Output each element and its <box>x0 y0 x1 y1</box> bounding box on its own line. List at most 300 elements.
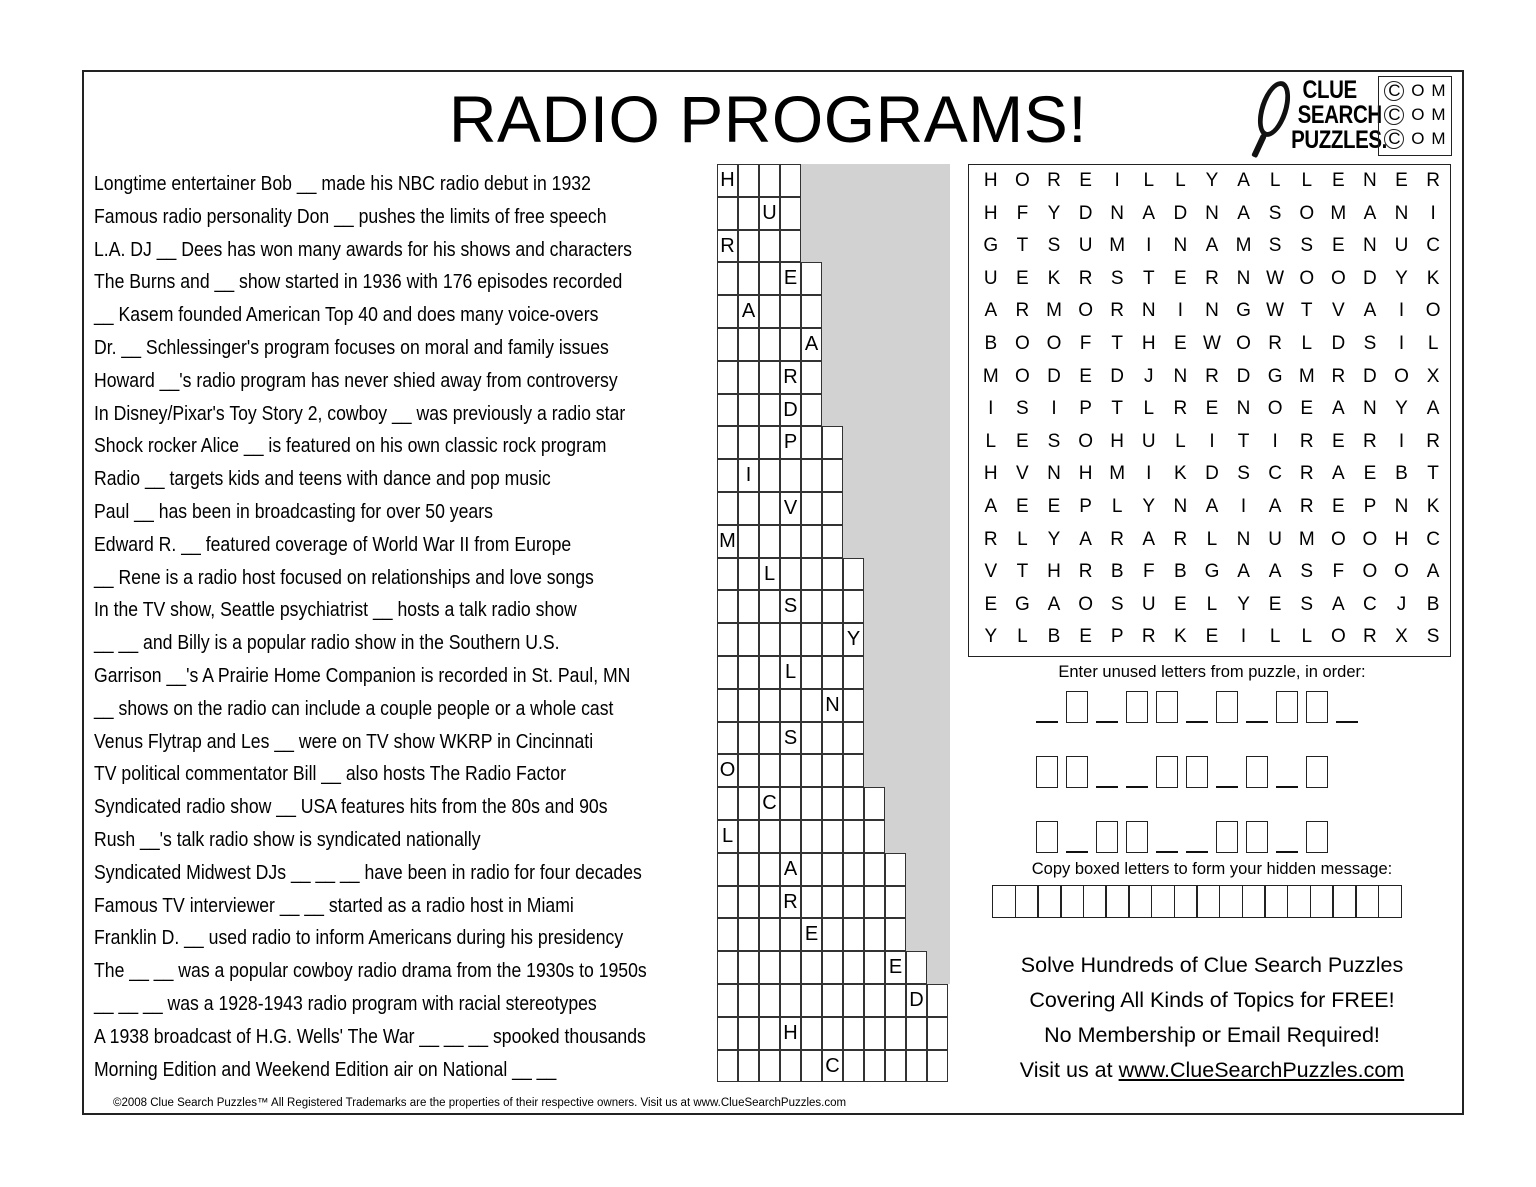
boxed-letter-slot[interactable] <box>1096 821 1118 853</box>
wordsearch-letter[interactable]: S <box>1047 430 1061 452</box>
wordsearch-letter[interactable]: C <box>1426 235 1440 257</box>
message-letter-box[interactable] <box>1219 885 1243 918</box>
grid-cell[interactable]: E <box>780 262 801 295</box>
wordsearch-letter[interactable]: N <box>1394 495 1409 517</box>
grid-cell[interactable] <box>822 623 843 656</box>
wordsearch-letter[interactable]: L <box>1143 398 1155 420</box>
grid-cell[interactable] <box>843 590 864 623</box>
wordsearch-letter[interactable]: E <box>1174 267 1187 289</box>
message-letter-box[interactable] <box>1083 885 1107 918</box>
grid-cell[interactable] <box>717 361 738 394</box>
letter-slot[interactable] <box>1276 786 1298 788</box>
wordsearch-letter[interactable]: R <box>1078 267 1093 289</box>
grid-cell[interactable] <box>738 1017 759 1050</box>
wordsearch-letter[interactable]: E <box>1205 398 1219 420</box>
wordsearch-letter[interactable]: F <box>1079 332 1092 354</box>
grid-cell[interactable] <box>759 328 780 361</box>
wordsearch-letter[interactable]: M <box>1109 463 1126 485</box>
grid-cell[interactable] <box>822 525 843 558</box>
wordsearch-letter[interactable]: A <box>1205 235 1219 257</box>
grid-cell[interactable] <box>906 951 927 984</box>
wordsearch-letter[interactable]: N <box>1173 495 1188 517</box>
message-letter-box[interactable] <box>1105 885 1129 918</box>
wordsearch-letter[interactable]: E <box>1016 267 1029 289</box>
wordsearch-letter[interactable]: D <box>1078 202 1093 224</box>
wordsearch-letter[interactable]: E <box>1331 170 1345 191</box>
wordsearch-letter[interactable]: S <box>1268 235 1282 257</box>
wordsearch-letter[interactable]: U <box>1394 235 1409 257</box>
wordsearch-letter[interactable]: T <box>1016 561 1029 583</box>
grid-cell[interactable] <box>717 426 738 459</box>
message-letter-box[interactable] <box>1332 885 1356 918</box>
wordsearch-letter[interactable]: O <box>1078 593 1093 615</box>
grid-cell[interactable] <box>738 164 759 197</box>
wordsearch-letter[interactable]: L <box>1269 170 1281 191</box>
wordsearch-letter[interactable]: B <box>1174 561 1187 583</box>
wordsearch-letter[interactable]: V <box>984 561 998 583</box>
wordsearch-letter[interactable]: U <box>1078 235 1093 257</box>
grid-cell[interactable] <box>801 262 822 295</box>
grid-cell[interactable] <box>822 558 843 591</box>
wordsearch-letter[interactable]: L <box>1301 170 1313 191</box>
grid-cell[interactable]: L <box>780 656 801 689</box>
wordsearch-letter[interactable]: G <box>1204 561 1220 583</box>
wordsearch-letter[interactable]: L <box>1427 332 1439 354</box>
boxed-letter-slot[interactable] <box>1036 756 1058 788</box>
wordsearch-letter[interactable]: R <box>1015 300 1030 322</box>
grid-cell[interactable] <box>780 295 801 328</box>
wordsearch-letter[interactable]: L <box>985 430 997 452</box>
grid-cell[interactable] <box>780 525 801 558</box>
wordsearch-letter[interactable]: N <box>1047 463 1061 485</box>
wordsearch-letter[interactable]: O <box>1362 528 1378 550</box>
grid-cell[interactable] <box>864 853 885 886</box>
wordsearch-letter[interactable]: P <box>1079 398 1092 420</box>
grid-cell[interactable] <box>843 722 864 755</box>
wordsearch-letter[interactable]: A <box>1363 202 1377 224</box>
grid-cell[interactable] <box>801 459 822 492</box>
grid-cell[interactable]: L <box>759 558 780 591</box>
wordsearch-letter[interactable]: R <box>1078 561 1093 583</box>
wordsearch-letter[interactable]: I <box>988 398 994 420</box>
grid-cell[interactable] <box>885 918 906 951</box>
wordsearch-letter[interactable]: D <box>1047 365 1061 387</box>
wordsearch-letter[interactable]: O <box>1299 267 1315 289</box>
grid-cell[interactable]: C <box>759 787 780 820</box>
grid-cell[interactable]: O <box>717 754 738 787</box>
grid-cell[interactable]: S <box>780 722 801 755</box>
boxed-letter-slot[interactable] <box>1156 756 1178 788</box>
wordsearch-letter[interactable]: R <box>1299 430 1314 452</box>
wordsearch-letter[interactable]: I <box>1209 430 1215 452</box>
grid-cell[interactable] <box>801 525 822 558</box>
wordsearch-letter[interactable]: O <box>1046 332 1062 354</box>
wordsearch-letter[interactable]: K <box>1426 495 1440 517</box>
wordsearch-letter[interactable]: H <box>1394 528 1409 550</box>
grid-cell[interactable] <box>738 951 759 984</box>
grid-cell[interactable]: A <box>738 295 759 328</box>
wordsearch-letter[interactable]: N <box>1394 202 1409 224</box>
wordsearch-letter[interactable]: A <box>1205 495 1219 517</box>
wordsearch-letter[interactable]: L <box>1175 170 1186 191</box>
grid-cell[interactable] <box>822 492 843 525</box>
wordsearch-letter[interactable]: S <box>1110 593 1124 615</box>
wordsearch-letter[interactable]: Y <box>1205 170 1219 191</box>
grid-cell[interactable] <box>759 230 780 263</box>
wordsearch-letter[interactable]: P <box>1079 495 1092 517</box>
wordsearch-letter[interactable]: A <box>1426 398 1440 420</box>
grid-cell[interactable] <box>759 853 780 886</box>
grid-cell[interactable] <box>759 295 780 328</box>
wordsearch-letter[interactable]: M <box>982 365 999 387</box>
grid-cell[interactable]: Y <box>843 623 864 656</box>
grid-cell[interactable] <box>864 951 885 984</box>
wordsearch-letter[interactable]: R <box>1299 463 1314 485</box>
boxed-letter-slot[interactable] <box>1216 821 1238 853</box>
wordsearch-letter[interactable]: V <box>1331 300 1345 322</box>
wordsearch-letter[interactable]: H <box>983 202 998 224</box>
wordsearch-letter[interactable]: M <box>1298 528 1315 550</box>
wordsearch-letter[interactable]: R <box>1173 398 1188 420</box>
grid-cell[interactable] <box>864 787 885 820</box>
wordsearch-letter[interactable]: M <box>1046 300 1062 322</box>
grid-cell[interactable] <box>801 984 822 1017</box>
grid-cell[interactable] <box>801 951 822 984</box>
wordsearch-letter[interactable]: O <box>1015 170 1030 191</box>
wordsearch-letter[interactable]: B <box>1426 593 1440 615</box>
wordsearch-letter[interactable]: K <box>1174 626 1187 648</box>
grid-cell[interactable] <box>801 886 822 919</box>
message-letter-box[interactable] <box>1264 885 1288 918</box>
wordsearch-letter[interactable]: K <box>1426 267 1440 289</box>
wordsearch-letter[interactable]: A <box>1047 593 1061 615</box>
wordsearch-letter[interactable]: E <box>1363 463 1377 485</box>
grid-cell[interactable] <box>738 623 759 656</box>
grid-cell[interactable] <box>738 230 759 263</box>
wordsearch-letter[interactable]: T <box>1237 430 1250 452</box>
grid-cell[interactable] <box>717 328 738 361</box>
wordsearch-letter[interactable]: Y <box>1395 398 1408 420</box>
wordsearch-letter[interactable]: I <box>1146 463 1152 485</box>
wordsearch-letter[interactable]: E <box>1395 170 1408 191</box>
grid-cell[interactable] <box>759 918 780 951</box>
grid-cell[interactable] <box>843 1017 864 1050</box>
grid-cell[interactable] <box>759 886 780 919</box>
wordsearch-letter[interactable]: L <box>1175 430 1186 452</box>
wordsearch-letter[interactable]: A <box>1079 528 1092 550</box>
wordsearch-letter[interactable]: R <box>983 528 998 550</box>
wordsearch-letter[interactable]: U <box>1141 593 1156 615</box>
wordsearch-letter[interactable]: R <box>1205 267 1219 289</box>
grid-cell[interactable] <box>801 394 822 427</box>
wordsearch-letter[interactable]: E <box>1331 235 1345 257</box>
wordsearch-letter[interactable]: X <box>1426 365 1440 387</box>
grid-cell[interactable] <box>801 426 822 459</box>
letter-slot[interactable] <box>1156 851 1178 853</box>
grid-cell[interactable] <box>822 853 843 886</box>
boxed-letter-slot[interactable] <box>1126 821 1148 853</box>
grid-cell[interactable] <box>717 1050 738 1083</box>
wordsearch-letter[interactable]: E <box>1331 495 1345 517</box>
wordsearch-letter[interactable]: X <box>1395 626 1408 648</box>
wordsearch-letter[interactable]: I <box>1398 300 1405 322</box>
grid-cell[interactable] <box>927 984 948 1017</box>
grid-cell[interactable] <box>759 951 780 984</box>
wordsearch-letter[interactable]: L <box>1301 626 1313 648</box>
wordsearch-letter[interactable]: Y <box>1237 593 1250 615</box>
grid-cell[interactable] <box>717 623 738 656</box>
grid-cell[interactable]: R <box>780 886 801 919</box>
wordsearch-letter[interactable]: I <box>1430 202 1436 224</box>
grid-cell[interactable] <box>738 492 759 525</box>
wordsearch-letter[interactable]: D <box>1363 365 1377 387</box>
grid-cell[interactable] <box>780 164 801 197</box>
grid-cell[interactable] <box>717 197 738 230</box>
wordsearch-letter[interactable]: M <box>1330 202 1347 224</box>
wordsearch-letter[interactable]: E <box>1079 626 1092 648</box>
boxed-letter-slot[interactable] <box>1246 756 1268 788</box>
grid-cell[interactable]: P <box>780 426 801 459</box>
grid-cell[interactable] <box>738 984 759 1017</box>
grid-cell[interactable] <box>780 951 801 984</box>
grid-cell[interactable]: S <box>780 590 801 623</box>
grid-cell[interactable] <box>738 1050 759 1083</box>
wordsearch-letter[interactable]: G <box>1267 365 1283 387</box>
grid-cell[interactable] <box>759 361 780 394</box>
promo-website-link[interactable]: www.ClueSearchPuzzles.com <box>1118 1058 1405 1082</box>
wordsearch-letter[interactable]: M <box>1109 235 1126 257</box>
grid-cell[interactable] <box>759 492 780 525</box>
grid-cell[interactable]: U <box>759 197 780 230</box>
wordsearch-letter[interactable]: S <box>1300 235 1314 257</box>
grid-cell[interactable]: A <box>780 853 801 886</box>
grid-cell[interactable] <box>738 558 759 591</box>
wordsearch-letter[interactable]: A <box>1142 202 1156 224</box>
wordsearch-letter[interactable]: U <box>1268 528 1282 550</box>
grid-cell[interactable]: E <box>801 918 822 951</box>
grid-cell[interactable] <box>759 164 780 197</box>
grid-cell[interactable] <box>738 361 759 394</box>
wordsearch-letter[interactable]: Y <box>984 626 998 648</box>
grid-cell[interactable] <box>843 853 864 886</box>
grid-cell[interactable] <box>822 426 843 459</box>
grid-cell[interactable] <box>801 787 822 820</box>
grid-cell[interactable] <box>822 820 843 853</box>
wordsearch-letter[interactable]: E <box>1079 365 1092 387</box>
grid-cell[interactable] <box>843 1050 864 1083</box>
grid-cell[interactable] <box>801 361 822 394</box>
wordsearch-letter[interactable]: B <box>984 332 998 354</box>
grid-cell[interactable] <box>780 558 801 591</box>
wordsearch-letter[interactable]: H <box>1078 463 1093 485</box>
wordsearch-letter[interactable]: E <box>1331 430 1345 452</box>
grid-cell[interactable] <box>822 656 843 689</box>
grid-cell[interactable] <box>822 754 843 787</box>
grid-cell[interactable] <box>738 426 759 459</box>
wordsearch-letter[interactable]: W <box>1202 332 1221 354</box>
letter-slot[interactable] <box>1186 851 1208 853</box>
grid-cell[interactable] <box>780 623 801 656</box>
grid-cell[interactable] <box>780 689 801 722</box>
wordsearch-letter[interactable]: O <box>1015 365 1030 387</box>
grid-cell[interactable] <box>801 590 822 623</box>
wordsearch-letter[interactable]: G <box>1236 300 1251 322</box>
grid-cell[interactable] <box>822 886 843 919</box>
letter-slot[interactable] <box>1336 721 1358 723</box>
grid-cell[interactable] <box>822 1017 843 1050</box>
grid-cell[interactable] <box>801 1050 822 1083</box>
grid-cell[interactable] <box>717 886 738 919</box>
grid-cell[interactable] <box>801 689 822 722</box>
grid-cell[interactable] <box>801 295 822 328</box>
grid-cell[interactable] <box>759 623 780 656</box>
wordsearch-letter[interactable]: R <box>1363 430 1377 452</box>
wordsearch-letter[interactable]: A <box>1237 202 1250 224</box>
grid-cell[interactable] <box>759 984 780 1017</box>
grid-cell[interactable] <box>780 754 801 787</box>
wordsearch-letter[interactable]: E <box>1016 430 1029 452</box>
wordsearch-letter[interactable]: B <box>1110 561 1124 583</box>
wordsearch-letter[interactable]: I <box>1240 626 1247 648</box>
wordsearch-letter[interactable]: S <box>1300 593 1314 615</box>
wordsearch-letter[interactable]: I <box>1114 170 1120 191</box>
wordsearch-letter[interactable]: A <box>1331 463 1345 485</box>
grid-cell[interactable] <box>843 689 864 722</box>
grid-cell[interactable] <box>801 1017 822 1050</box>
wordsearch-letter[interactable]: D <box>1331 332 1346 354</box>
wordsearch-letter[interactable]: H <box>1110 430 1125 452</box>
grid-cell[interactable]: H <box>717 164 738 197</box>
grid-cell[interactable] <box>759 525 780 558</box>
boxed-letter-slot[interactable] <box>1276 691 1298 723</box>
grid-cell[interactable] <box>822 590 843 623</box>
grid-cell[interactable] <box>906 1017 927 1050</box>
wordsearch-letter[interactable]: D <box>1363 267 1377 289</box>
wordsearch-letter[interactable]: S <box>1426 626 1440 648</box>
boxed-letter-slot[interactable] <box>1306 691 1328 723</box>
wordsearch-letter[interactable]: L <box>1206 593 1218 615</box>
grid-cell[interactable] <box>738 722 759 755</box>
grid-cell[interactable] <box>801 820 822 853</box>
wordsearch-letter[interactable]: N <box>1236 528 1251 550</box>
message-letter-box[interactable] <box>1287 885 1311 918</box>
grid-cell[interactable] <box>738 754 759 787</box>
wordsearch-letter[interactable]: C <box>1426 528 1440 550</box>
wordsearch-letter[interactable]: O <box>1330 528 1346 550</box>
wordsearch-letter[interactable]: A <box>1237 170 1250 191</box>
wordsearch-letter[interactable]: S <box>1110 267 1124 289</box>
grid-cell[interactable] <box>759 590 780 623</box>
wordsearch-letter[interactable]: L <box>1269 626 1281 648</box>
grid-cell[interactable] <box>738 197 759 230</box>
grid-cell[interactable]: H <box>780 1017 801 1050</box>
wordsearch-letter[interactable]: D <box>1205 463 1219 485</box>
message-letter-box[interactable] <box>1378 885 1402 918</box>
wordsearch-letter[interactable]: Y <box>1142 495 1156 517</box>
wordsearch-letter[interactable]: U <box>1141 430 1156 452</box>
wordsearch-letter[interactable]: K <box>1174 463 1187 485</box>
grid-cell[interactable] <box>759 394 780 427</box>
wordsearch-letter[interactable]: N <box>1141 300 1156 322</box>
boxed-letter-slot[interactable] <box>1066 691 1088 723</box>
grid-cell[interactable] <box>738 689 759 722</box>
wordsearch-letter[interactable]: L <box>1301 332 1313 354</box>
grid-cell[interactable] <box>717 459 738 492</box>
grid-cell[interactable] <box>801 656 822 689</box>
wordsearch-letter[interactable]: O <box>1362 561 1378 583</box>
grid-cell[interactable] <box>885 853 906 886</box>
message-letter-box[interactable] <box>1060 885 1084 918</box>
grid-cell[interactable] <box>759 754 780 787</box>
wordsearch-letter[interactable]: N <box>1236 267 1251 289</box>
wordsearch-letter[interactable]: D <box>1110 365 1125 387</box>
grid-cell[interactable] <box>717 1017 738 1050</box>
grid-cell[interactable] <box>885 1017 906 1050</box>
grid-cell[interactable] <box>822 459 843 492</box>
letter-slot[interactable] <box>1246 721 1268 723</box>
grid-cell[interactable] <box>843 886 864 919</box>
grid-cell[interactable] <box>864 1017 885 1050</box>
wordsearch-letter[interactable]: A <box>1331 398 1345 420</box>
grid-cell[interactable] <box>780 328 801 361</box>
wordsearch-letter[interactable]: A <box>984 300 998 322</box>
wordsearch-letter[interactable]: E <box>1079 170 1092 191</box>
wordsearch-letter[interactable]: N <box>1173 235 1188 257</box>
grid-cell[interactable] <box>843 918 864 951</box>
grid-cell[interactable] <box>717 492 738 525</box>
wordsearch-letter[interactable]: S <box>1268 202 1282 224</box>
wordsearch-letter[interactable]: I <box>1051 398 1057 420</box>
wordsearch-letter[interactable]: N <box>1205 300 1219 322</box>
message-letter-box[interactable] <box>1128 885 1152 918</box>
message-letter-box[interactable] <box>1310 885 1334 918</box>
grid-cell[interactable]: V <box>780 492 801 525</box>
grid-cell[interactable]: D <box>780 394 801 427</box>
wordsearch-letter[interactable]: R <box>1331 365 1346 387</box>
wordsearch-letter[interactable]: O <box>1330 267 1346 289</box>
wordsearch-letter[interactable]: I <box>1272 430 1278 452</box>
wordsearch-letter[interactable]: S <box>1047 235 1061 257</box>
wordsearch-letter[interactable]: A <box>1237 561 1250 583</box>
wordsearch-letter[interactable]: O <box>1299 202 1315 224</box>
message-letter-box[interactable] <box>1242 885 1266 918</box>
letter-slot[interactable] <box>1036 721 1058 723</box>
wordsearch-letter[interactable]: P <box>1363 495 1377 517</box>
wordsearch-letter[interactable]: R <box>1110 528 1125 550</box>
grid-cell[interactable] <box>780 459 801 492</box>
grid-cell[interactable] <box>780 197 801 230</box>
boxed-letter-slot[interactable] <box>1216 691 1238 723</box>
grid-cell[interactable] <box>738 918 759 951</box>
wordsearch-letter[interactable]: Y <box>1047 202 1061 224</box>
wordsearch-letter[interactable]: H <box>983 170 998 191</box>
wordsearch-letter[interactable]: V <box>1016 463 1029 485</box>
grid-cell[interactable] <box>801 623 822 656</box>
letter-slot[interactable] <box>1126 786 1148 788</box>
wordsearch-letter[interactable]: R <box>1047 170 1061 191</box>
boxed-letter-slot[interactable] <box>1066 756 1088 788</box>
letter-slot[interactable] <box>1096 721 1118 723</box>
grid-cell[interactable] <box>927 1017 948 1050</box>
message-letter-box[interactable] <box>1355 885 1379 918</box>
grid-cell[interactable] <box>717 558 738 591</box>
message-letter-box[interactable] <box>1196 885 1220 918</box>
wordsearch-letter[interactable]: D <box>1236 365 1251 387</box>
grid-cell[interactable]: L <box>717 820 738 853</box>
grid-cell[interactable] <box>759 820 780 853</box>
wordsearch-letter[interactable]: M <box>1298 365 1315 387</box>
wordsearch-letter[interactable]: O <box>1015 332 1030 354</box>
